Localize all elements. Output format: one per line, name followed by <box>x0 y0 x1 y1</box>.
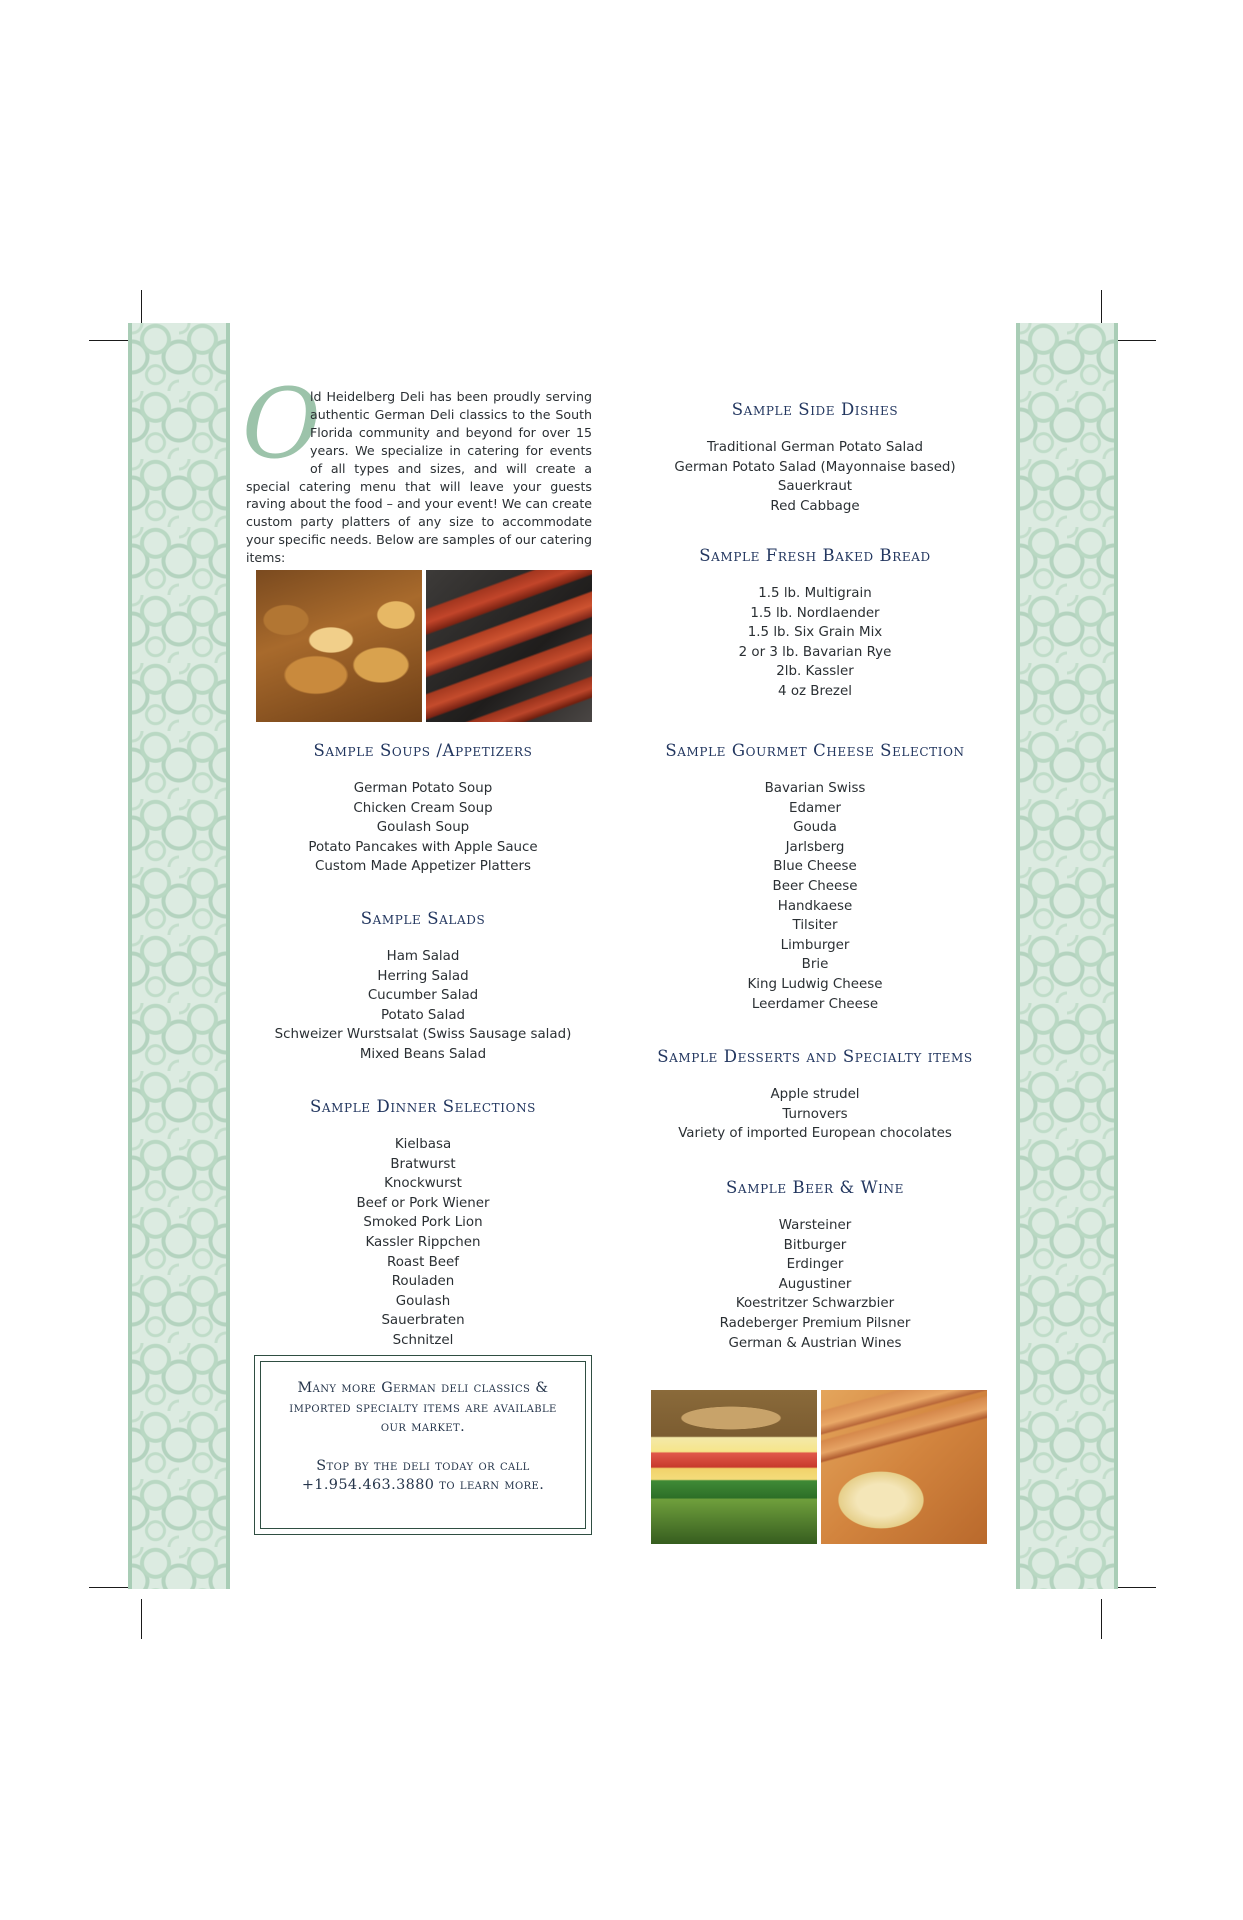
menu-item: Edamer <box>789 800 841 816</box>
section-title: Sample Salads <box>360 909 486 928</box>
item-list <box>640 584 990 702</box>
menu-item: Sauerbraten <box>381 1313 465 1329</box>
item-list <box>640 1085 990 1144</box>
menu-item: Herring Salad <box>377 968 469 984</box>
menu-item: Potato Salad <box>380 1007 466 1023</box>
beer-wine-section <box>640 1178 990 1353</box>
dinner-selections-section <box>254 1097 592 1351</box>
cheese-selection-section <box>640 741 990 1014</box>
menu-item: Augustiner <box>778 1276 852 1292</box>
menu-item: Ham Salad <box>386 949 460 964</box>
menu-item: Cucumber Salad <box>367 988 479 1004</box>
bread-rolls-photo <box>256 570 422 722</box>
menu-item: King Ludwig Cheese <box>747 976 883 992</box>
promo-line-call: Stop by the deli today or call +1.954.463.3880 to learn more. <box>301 1457 545 1494</box>
menu-item: Mixed Beans Salad <box>359 1046 487 1062</box>
menu-item: Bitburger <box>783 1237 847 1253</box>
section-title: Sample Desserts and Specialty items <box>657 1047 973 1066</box>
intro-text: ld Heidelberg Deli has been proudly serving authentic German Deli classics to the South Florida community and beyond for over 15 years. We specialize in catering for events of all types and sizes, and will create a special catering menu that will leave your guests raving about the food – and your event! We can create custom party platters of any size to accommodate your specific needs. Below are samples of our catering items: <box>246 389 592 566</box>
menu-item: Red Cabbage <box>770 498 860 514</box>
section-title: Sample Gourmet Cheese Selection <box>665 741 965 760</box>
crop-mark <box>1114 340 1156 341</box>
item-list <box>640 1216 990 1353</box>
drop-cap: O <box>242 368 321 480</box>
menu-item: Handkaese <box>777 898 853 914</box>
menu-item: Potato Pancakes with Apple Sauce <box>308 839 538 855</box>
menu-item: Turnovers <box>782 1106 848 1122</box>
soups-appetizers-section <box>254 741 592 877</box>
sandwich-photo <box>651 1390 817 1544</box>
crop-mark <box>1101 1599 1102 1639</box>
menu-item: Radeberger Premium Pilsner <box>719 1315 911 1331</box>
menu-item: 2 or 3 lb. Bavarian Rye <box>738 644 892 660</box>
promo-box <box>254 1355 592 1535</box>
menu-item: Schweizer Wurstsalat (Swiss Sausage salad) <box>274 1027 572 1043</box>
menu-item: Chicken Cream Soup <box>353 800 493 816</box>
crop-mark <box>1114 1587 1156 1588</box>
fresh-bread-section <box>640 546 990 702</box>
menu-item: Bratwurst <box>390 1156 456 1172</box>
crop-mark <box>89 340 131 341</box>
section-title: Sample Beer & Wine <box>726 1178 904 1197</box>
menu-item: Custom Made Appetizer Platters <box>315 859 531 875</box>
menu-item: Warsteiner <box>778 1218 852 1233</box>
grilled-sausages-photo <box>426 570 592 722</box>
section-title: Sample Side Dishes <box>731 400 899 419</box>
item-list <box>640 779 990 1014</box>
left-ornament-band <box>128 323 230 1589</box>
menu-item: Beef or Pork Wiener <box>356 1195 490 1211</box>
menu-item: Goulash <box>395 1293 451 1309</box>
sausage-sauerkraut-photo <box>821 1390 987 1544</box>
menu-item: Sauerkraut <box>777 479 853 495</box>
menu-item: Apple strudel <box>770 1087 860 1102</box>
menu-item: 1.5 lb. Six Grain Mix <box>747 625 883 641</box>
menu-item: Variety of imported European chocolates <box>678 1126 952 1142</box>
crop-mark <box>89 1587 131 1588</box>
menu-item: Beer Cheese <box>772 878 858 894</box>
promo-box-inner <box>260 1361 586 1529</box>
bottom-photo-row <box>651 1390 987 1544</box>
menu-item: Limburger <box>780 937 850 953</box>
menu-item: German & Austrian Wines <box>728 1335 902 1351</box>
menu-item: Gouda <box>793 820 837 836</box>
menu-item: German Potato Soup <box>353 781 493 796</box>
menu-item: Goulash Soup <box>376 820 470 836</box>
menu-item: Koestritzer Schwarzbier <box>735 1296 895 1312</box>
menu-item: Rouladen <box>391 1274 455 1290</box>
menu-item: Erdinger <box>786 1257 844 1273</box>
menu-item: Knockwurst <box>384 1176 462 1192</box>
menu-item: German Potato Salad (Mayonnaise based) <box>674 459 956 475</box>
desserts-specialty-section <box>640 1047 990 1144</box>
promo-line-market: Many more German deli classics & imported specialty items are available our market. <box>289 1380 557 1436</box>
section-title: Sample Fresh Baked Bread <box>699 546 931 565</box>
section-title: Sample Dinner Selections <box>310 1097 536 1116</box>
menu-item: Leerdamer Cheese <box>751 996 879 1012</box>
menu-item: 1.5 lb. Nordlaender <box>750 605 880 621</box>
menu-item: Traditional German Potato Salad <box>707 440 923 455</box>
menu-item: Kielbasa <box>394 1137 452 1152</box>
crop-mark <box>141 1599 142 1639</box>
section-title: Sample Soups /Appetizers <box>313 741 533 760</box>
menu-item: Roast Beef <box>387 1254 459 1270</box>
menu-item: Brie <box>801 957 829 973</box>
right-ornament-band <box>1016 323 1118 1589</box>
menu-item: Smoked Pork Lion <box>363 1215 483 1231</box>
menu-item: Jarlsberg <box>785 839 845 855</box>
item-list <box>640 438 990 516</box>
item-list <box>254 1135 592 1351</box>
menu-item: Schnitzel <box>392 1332 454 1348</box>
menu-item: Blue Cheese <box>773 859 857 875</box>
menu-item: 4 oz Brezel <box>778 683 852 699</box>
item-list <box>254 779 592 877</box>
top-photo-row <box>256 570 592 722</box>
side-dishes-section <box>640 400 990 516</box>
menu-item: 1.5 lb. Multigrain <box>758 586 872 601</box>
item-list <box>254 947 592 1065</box>
intro-paragraph <box>242 368 592 567</box>
menu-item: Tilsiter <box>792 918 838 934</box>
menu-item: Bavarian Swiss <box>764 781 866 796</box>
salads-section <box>254 909 592 1065</box>
menu-item: Kassler Rippchen <box>365 1234 481 1250</box>
menu-item: 2lb. Kassler <box>776 664 854 680</box>
